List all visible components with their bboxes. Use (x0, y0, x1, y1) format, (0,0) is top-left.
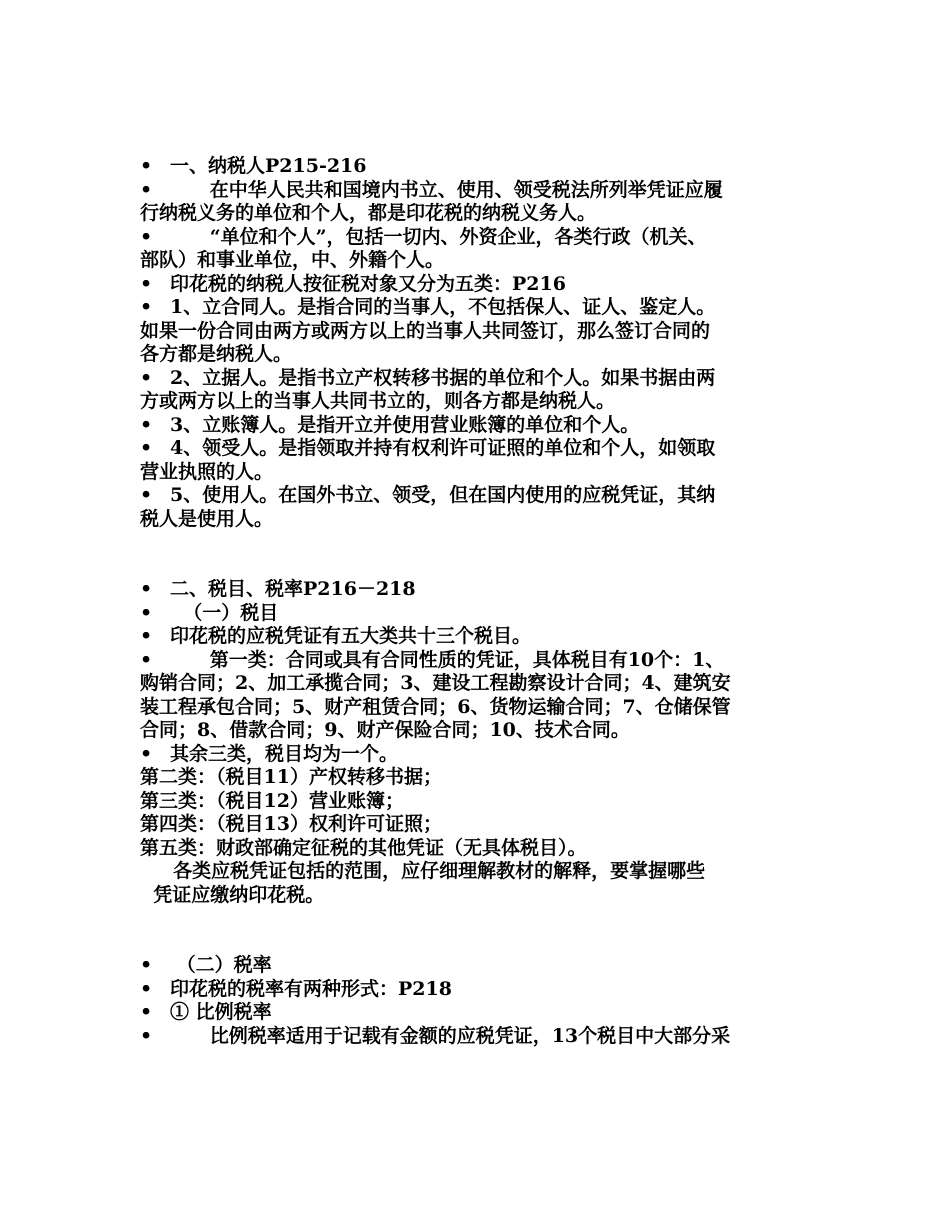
line-text: 各类应税凭证包括的范围，应仔细理解教材的解释，要掌握哪些 (140, 860, 706, 882)
bullet-line (140, 649, 812, 673)
bullet-icon: • (140, 437, 153, 459)
bullet-line (140, 155, 812, 179)
line-text: 装工程承包合同；5、财产租赁合同；6、货物运输合同；7、仓储保管 (140, 695, 731, 718)
line-text: 购销合同；2、加工承揽合同；3、建设工程勘察设计合同；4、建筑安 (140, 672, 731, 694)
line-text: 印花税的税率有两种形式：P218 (170, 977, 452, 1000)
line-text: 税人是使用人。 (140, 507, 274, 530)
blank-line (140, 907, 812, 931)
bullet-line (140, 179, 812, 203)
continuation-line (140, 343, 812, 367)
line-text: 二、税目、税率P216－218 (170, 578, 416, 600)
bullet-line (140, 484, 812, 508)
continuation-line (140, 813, 812, 837)
bullet-line (140, 602, 812, 626)
line-text: 第五类：财政部确定征税的其他凭证（无具体税目）。 (140, 836, 587, 859)
bullet-line (140, 1025, 812, 1049)
bullet-icon: • (140, 601, 153, 624)
continuation-line (140, 461, 812, 485)
bullet-line (140, 578, 812, 602)
bullet-line (140, 414, 812, 438)
line-text: 印花税的纳税人按征税对象又分为五类：P216 (170, 272, 566, 295)
line-text: 方或两方以上的当事人共同书立的，则各方都是纳税人。 (140, 390, 616, 412)
continuation-line (140, 766, 812, 790)
line-text: 第二类：（税目11）产权转移书据； (140, 766, 442, 788)
line-text: 在中华人民共和国境内书立、使用、领受税法所列举凭证应履 (170, 178, 723, 201)
line-text: （一）税目 (170, 601, 279, 624)
continuation-line (140, 508, 812, 532)
line-text: 1、立合同人。是指合同的当事人，不包括保人、证人、鉴定人。 (170, 296, 716, 318)
bullet-line (140, 743, 812, 767)
bullet-line (140, 296, 812, 320)
bullet-icon: • (140, 977, 153, 1000)
bullet-line (140, 226, 812, 250)
bullet-icon: • (140, 366, 153, 389)
bullet-icon: • (140, 1001, 153, 1023)
continuation-line (140, 837, 812, 861)
continuation-line (140, 320, 812, 344)
line-text: 4、领受人。是指领取并持有权利许可证照的单位和个人，如领取 (170, 437, 716, 459)
line-text: （二）税率 (170, 954, 272, 976)
bullet-icon: • (140, 625, 153, 647)
document-body (140, 155, 812, 1048)
bullet-line (140, 273, 812, 297)
line-text: 2、立据人。是指书立产权转移书据的单位和个人。如果书据由两 (170, 366, 716, 389)
continuation-line (140, 790, 812, 814)
continuation-line (140, 249, 812, 273)
blank-line (140, 555, 812, 579)
continuation-line (140, 390, 812, 414)
bullet-icon: • (140, 954, 153, 976)
continuation-line (140, 884, 812, 908)
line-text: 营业执照的人。 (140, 460, 274, 483)
line-text: “单位和个人”，包括一切内、外资企业，各类行政（机关、 (170, 225, 707, 248)
line-text: 第四类：（税目13）权利许可证照； (140, 813, 442, 835)
blank-line (140, 531, 812, 555)
bullet-icon: • (140, 742, 153, 765)
bullet-line (140, 1001, 812, 1025)
bullet-line (140, 437, 812, 461)
bullet-icon: • (140, 413, 153, 436)
bullet-line (140, 625, 812, 649)
bullet-icon: • (140, 225, 153, 248)
bullet-icon: • (140, 484, 153, 506)
continuation-line (140, 696, 812, 720)
bullet-line (140, 367, 812, 391)
line-text: ① 比例税率 (170, 1001, 272, 1023)
line-text: 第一类：合同或具有合同性质的凭证，具体税目有10个：1、 (170, 648, 725, 671)
line-text: 如果一份合同由两方或两方以上的当事人共同签订，那么签订合同的 (140, 319, 711, 342)
line-text: 各方都是纳税人。 (140, 343, 293, 365)
bullet-icon: • (140, 648, 153, 671)
bullet-icon: • (140, 1024, 153, 1047)
line-text: 5、使用人。在国外书立、领受，但在国内使用的应税凭证，其纳 (170, 484, 716, 506)
bullet-icon: • (140, 578, 153, 600)
line-text: 第三类：（税目12）营业账簿； (140, 789, 404, 812)
continuation-line (140, 860, 812, 884)
line-text: 部队）和事业单位，中、外籍个人。 (140, 249, 445, 271)
line-text: 行纳税义务的单位和个人，都是印花税的纳税义务人。 (140, 202, 597, 224)
bullet-icon: • (140, 178, 153, 201)
bullet-line (140, 978, 812, 1002)
bullet-icon: • (140, 272, 153, 295)
line-text: 合同；8、借款合同；9、财产保险合同；10、技术合同。 (140, 719, 630, 741)
continuation-line (140, 202, 812, 226)
line-text: 一、纳税人P215-216 (170, 155, 367, 177)
bullet-icon: • (140, 155, 153, 177)
line-text: 比例税率适用于记载有金额的应税凭证，13个税目中大部分采 (170, 1024, 731, 1047)
line-text: 凭证应缴纳印花税。 (140, 883, 325, 906)
continuation-line (140, 672, 812, 696)
line-text: 3、立账簿人。是指开立并使用营业账簿的单位和个人。 (170, 413, 640, 436)
continuation-line (140, 719, 812, 743)
line-text: 其余三类，税目均为一个。 (170, 742, 399, 765)
bullet-icon: • (140, 296, 153, 318)
blank-line (140, 931, 812, 955)
bullet-line (140, 954, 812, 978)
line-text: 印花税的应税凭证有五大类共十三个税目。 (170, 625, 532, 647)
